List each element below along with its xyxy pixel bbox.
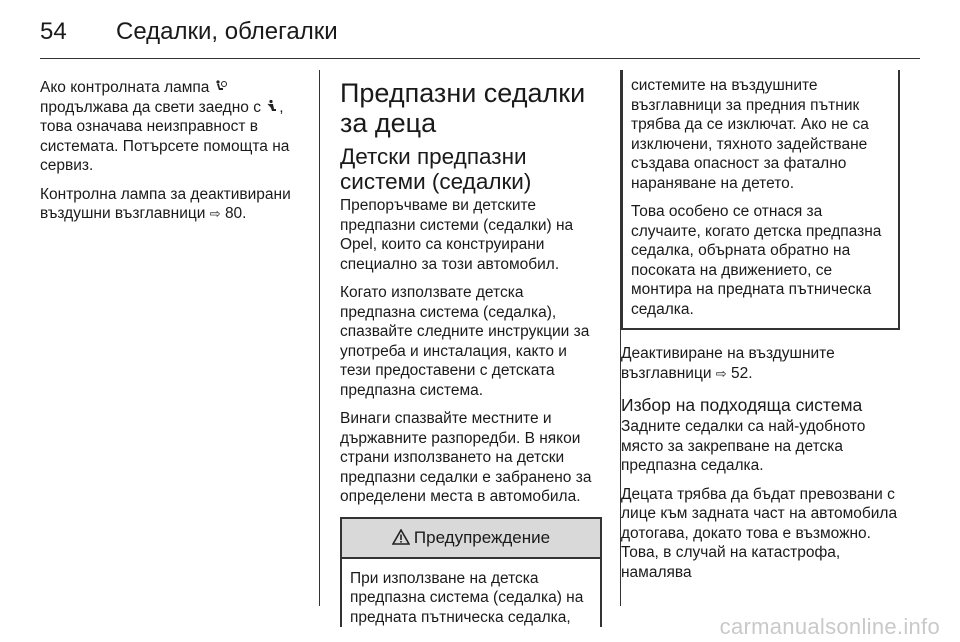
warning-header xyxy=(342,519,600,559)
section-subheading: Детски предпазни системи (седалки) xyxy=(340,144,532,194)
paragraph-regulations: Винаги спазвайте местните и държавните разпоредби. В някои страни използването на детски предпазни седалки е забранено за определени места в автомобила. xyxy=(340,410,592,505)
paragraph-instructions: Когато използвате детска предпазна система (седалка), спазвайте следните инструкции за употреба и инсталация, както и тези предоставени с детската предпазна система. xyxy=(340,284,590,399)
warning-text-rearward: Това особено се отнася за случаите, когато детска предпазна седалка, обърната обратно на посоката на движението, се монтира на предната пътническа седалка. xyxy=(631,203,882,318)
page-reference-link[interactable]: 80. xyxy=(224,205,247,222)
warning-text-continued: системите на въздушните възглавници за предния пътник трябва да се изключат. Ако не са изключени, тяхното задействане създава опасност за фатално нараняване на детето. xyxy=(631,77,869,192)
warning-text: При използване на детска предпазна система (седалка) на предната пътническа седалка, xyxy=(350,569,584,626)
header-rule xyxy=(40,58,920,59)
page-number: 54 xyxy=(40,18,67,45)
page-ref-arrow-icon: ⇨ xyxy=(715,365,727,381)
column-2 xyxy=(340,78,602,636)
warning-box-continued xyxy=(621,70,900,330)
section-heading: Предпазни седалки за деца xyxy=(340,78,586,138)
paragraph-deactivated-airbag-lamp: Контролна лампа за деактивирани въздушни възглавници ⇨ 80. xyxy=(40,185,291,222)
airbag-warning-icon xyxy=(214,79,228,93)
page-reference-link[interactable]: 52. xyxy=(731,364,753,382)
column-1 xyxy=(40,78,302,233)
warning-box xyxy=(340,517,602,628)
page-ref-arrow-icon: ⇨ xyxy=(209,206,221,221)
paragraph-airbag-lamp: Ако контролната лампа продължава да свети заедно с , това означава неизправност в системата. Потърсете помощта на сервиз. xyxy=(40,79,290,174)
section-heading-system-choice: Избор на подходяща система xyxy=(621,395,863,415)
warning-body xyxy=(342,559,600,628)
page-header xyxy=(40,18,920,60)
paragraph-airbag-deactivation: Деактивиране на въздушните възглавници ⇨ 52. xyxy=(621,345,835,382)
paragraph-rearward-facing: Децата трябва да бъдат превозвани с лице към задната част на автомобила дотогава, докато това е възможно. Това, в случай на катастрофа, намалява xyxy=(621,485,898,581)
warning-title: Предупреждение xyxy=(413,527,551,547)
column-3 xyxy=(621,70,900,591)
watermark-site: carmanualsonline.info xyxy=(719,614,940,639)
warning-triangle-icon xyxy=(392,529,410,545)
paragraph-recommend: Препоръчваме ви детските предпазни системи (седалки) на Opel, които са конструирани специално за този автомобил. xyxy=(340,197,574,273)
page-title: Седалки, облегалки xyxy=(116,18,338,45)
paragraph-rear-seats: Задните седалки са най-удобното място за закрепване на детска предпазна седалка. xyxy=(621,418,866,474)
column-divider-1 xyxy=(319,70,320,606)
seatbelt-warning-icon xyxy=(265,99,279,113)
